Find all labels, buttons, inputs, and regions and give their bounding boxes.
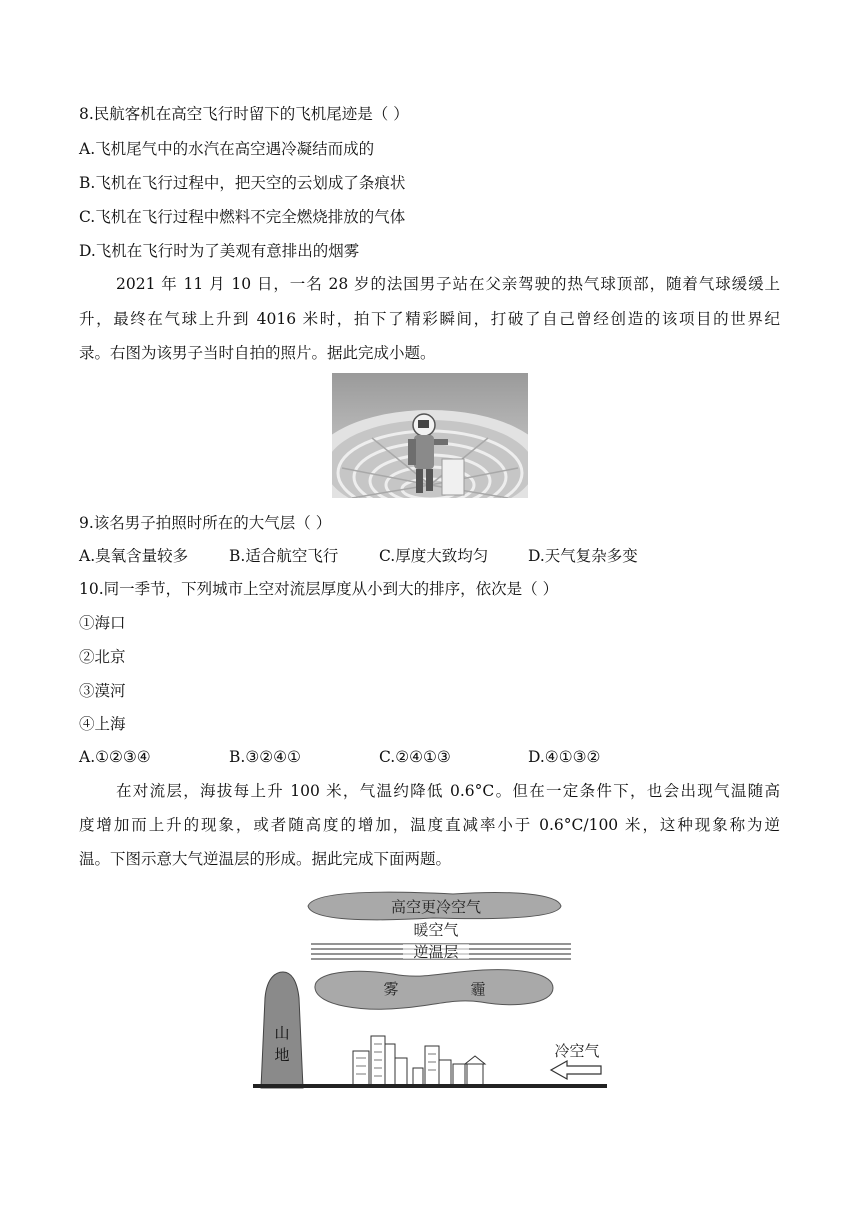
passage1-line-2: 升，最终在气球上升到 4016 米时，拍下了精彩瞬间，打破了自己曾经创造的该项目的世界纪 — [79, 310, 780, 328]
q8-option-c: C.飞机在飞行过程中燃料不完全燃烧排放的气体 — [79, 208, 406, 226]
q10-item-3: ③漠河 — [79, 682, 126, 700]
warm-air-label: 暖空气 — [413, 921, 459, 939]
q9-option-b: B.适合航空飞行 — [229, 547, 339, 565]
q8-option-d: D.飞机在飞行时为了美观有意排出的烟雾 — [79, 242, 360, 260]
q9-option-a: A.臭氧含量较多 — [79, 547, 189, 565]
q10-option-b: B.③②④① — [229, 748, 301, 766]
cold-air-label: 冷空气 — [554, 1042, 600, 1060]
passage2-line-1: 在对流层，海拔每上升 100 米，气温约降低 0.6°C。但在一定条件下，也会出现气温随高 — [116, 782, 780, 800]
ground-line — [253, 1084, 607, 1088]
q10-option-d: D.④①③② — [528, 748, 601, 766]
q9-option-d: D.天气复杂多变 — [528, 547, 638, 565]
q10-item-1: ①海口 — [79, 614, 126, 632]
q9-option-c: C.厚度大致均匀 — [379, 547, 489, 565]
q8-option-b: B.飞机在飞行过程中，把天空的云划成了条痕状 — [79, 174, 406, 192]
q10-item-4: ④上海 — [79, 715, 126, 733]
q10-item-2: ②北京 — [79, 648, 126, 666]
passage1-line-3: 录。右图为该男子当时自拍的照片。据此完成小题。 — [79, 344, 436, 362]
passage2-line-3: 温。下图示意大气逆温层的形成。据此完成下面两题。 — [79, 850, 452, 868]
q10-stem: 10.同一季节，下列城市上空对流层厚度从小到大的排序，依次是（ ） — [79, 580, 559, 598]
q10-option-a: A.①②③④ — [79, 748, 151, 766]
city-buildings — [353, 1036, 485, 1085]
inversion-layer-label: 逆温层 — [413, 943, 459, 961]
fog-label: 雾 — [383, 980, 399, 998]
passage1-line-1: 2021 年 11 月 10 日，一名 28 岁的法国男子站在父亲驾驶的热气球顶部，随着气球缓缓上 — [116, 275, 780, 293]
fog-haze-shape — [315, 970, 553, 1010]
mountain-label-2: 地 — [274, 1046, 290, 1064]
inversion-diagram — [253, 888, 609, 1090]
q8-stem: 8.民航客机在高空飞行时留下的飞机尾迹是（ ） — [79, 105, 409, 123]
q9-stem: 9.该名男子拍照时所在的大气层（ ） — [79, 514, 332, 532]
passage2-line-2: 度增加而上升的现象，或者随高度的增加，温度直减率小于 0.6°C/100 米，这种现象称为逆 — [79, 816, 780, 834]
q10-option-c: C.②④①③ — [379, 748, 451, 766]
haze-label: 霾 — [470, 980, 486, 998]
q8-option-a: A.飞机尾气中的水汽在高空遇冷凝结而成的 — [79, 140, 375, 158]
upper-cold-air-label: 高空更冷空气 — [390, 898, 482, 916]
mountain-label-1: 山 — [274, 1024, 290, 1042]
cold-air-arrow — [551, 1061, 601, 1079]
balloon-photo — [332, 373, 528, 498]
